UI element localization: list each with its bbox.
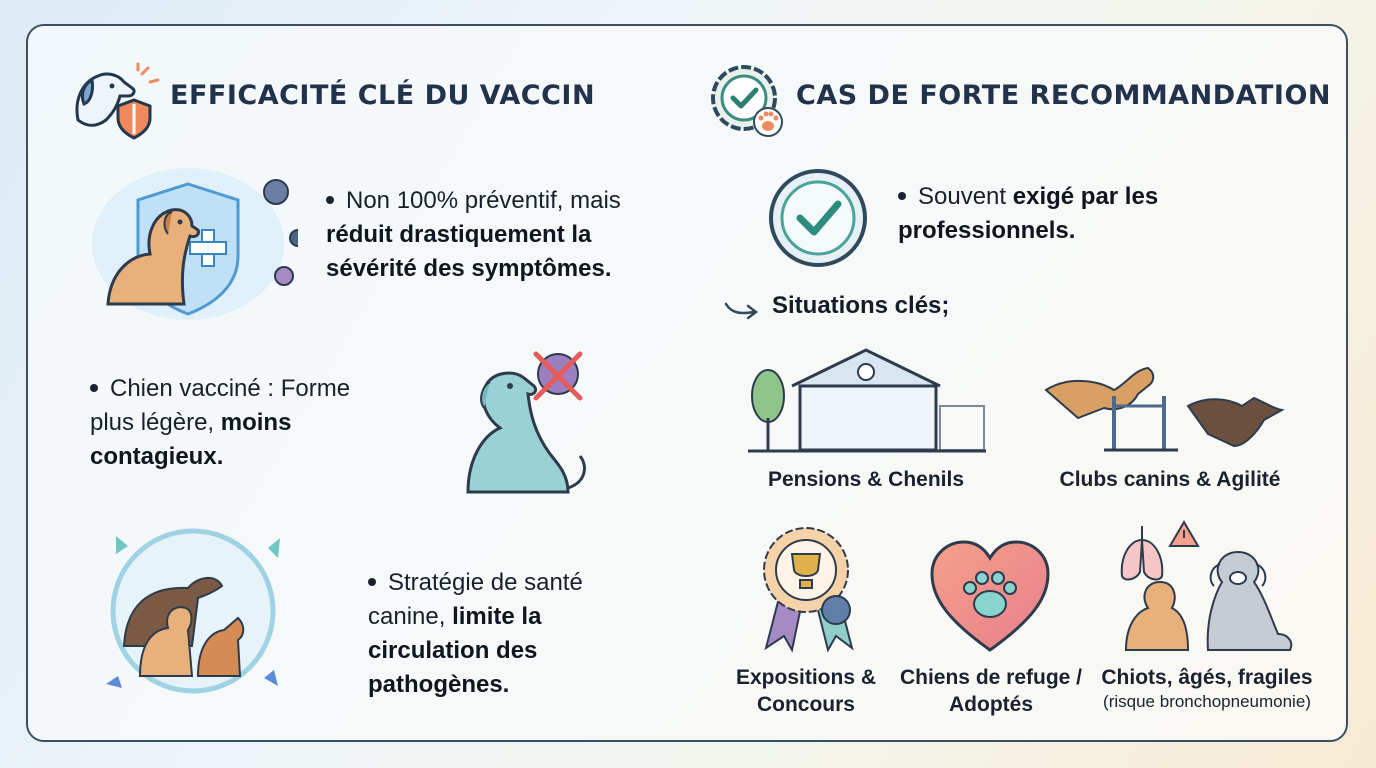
item-label-2: Clubs canins & Agilité: [1059, 468, 1281, 491]
item-label-4: Chiens de refuge / Adoptés: [899, 666, 1083, 716]
agility-icon: [1038, 346, 1288, 456]
kennel-icon: [744, 346, 988, 456]
item-label-1: Pensions & Chenils: [767, 468, 965, 491]
dog-shield-virus-icon: [88, 164, 298, 324]
heart-paw-icon: [928, 538, 1052, 656]
item-sublabel-5: (risque bronchopneumonie): [1103, 692, 1311, 711]
right-section-title: CAS DE FORTE RECOMMANDATION: [796, 80, 1332, 111]
badge-check-paw-icon: [706, 60, 786, 140]
check-circle-icon: [766, 166, 870, 270]
puppy-senior-lungs-icon: [1112, 516, 1298, 656]
trophy-ribbon-icon: [746, 524, 866, 654]
dogs-cycle-icon: [88, 526, 298, 696]
dog-virus-crossed-icon: [438, 342, 598, 502]
dog-shield-icon: [68, 60, 168, 140]
situations-label: Situations clés;: [772, 292, 950, 319]
bullet-dot: [898, 192, 906, 200]
left-bullet-1: Non 100% préventif, mais réduit drastiquement la sévérité des symptômes.: [326, 187, 621, 282]
infographic-panel: [26, 24, 1348, 742]
left-bullet-2: Chien vacciné : Forme plus légère, moins contagieux.: [90, 375, 351, 470]
right-bullet-1: Souvent exigé par les professionnels.: [898, 183, 1159, 244]
left-bullet-3: Stratégie de santé canine, limite la circulation des pathogènes.: [368, 569, 583, 698]
item-label-3: Expositions & Concours: [735, 666, 877, 716]
item-label-5: Chiots, âgés, fragiles: [1101, 666, 1313, 689]
arrow-icon: [722, 296, 762, 322]
bullet-dot: [90, 384, 98, 392]
left-section-title: EFFICACITÉ CLÉ DU VACCIN: [170, 80, 596, 111]
bullet-dot: [326, 196, 334, 204]
bullet-dot: [368, 578, 376, 586]
